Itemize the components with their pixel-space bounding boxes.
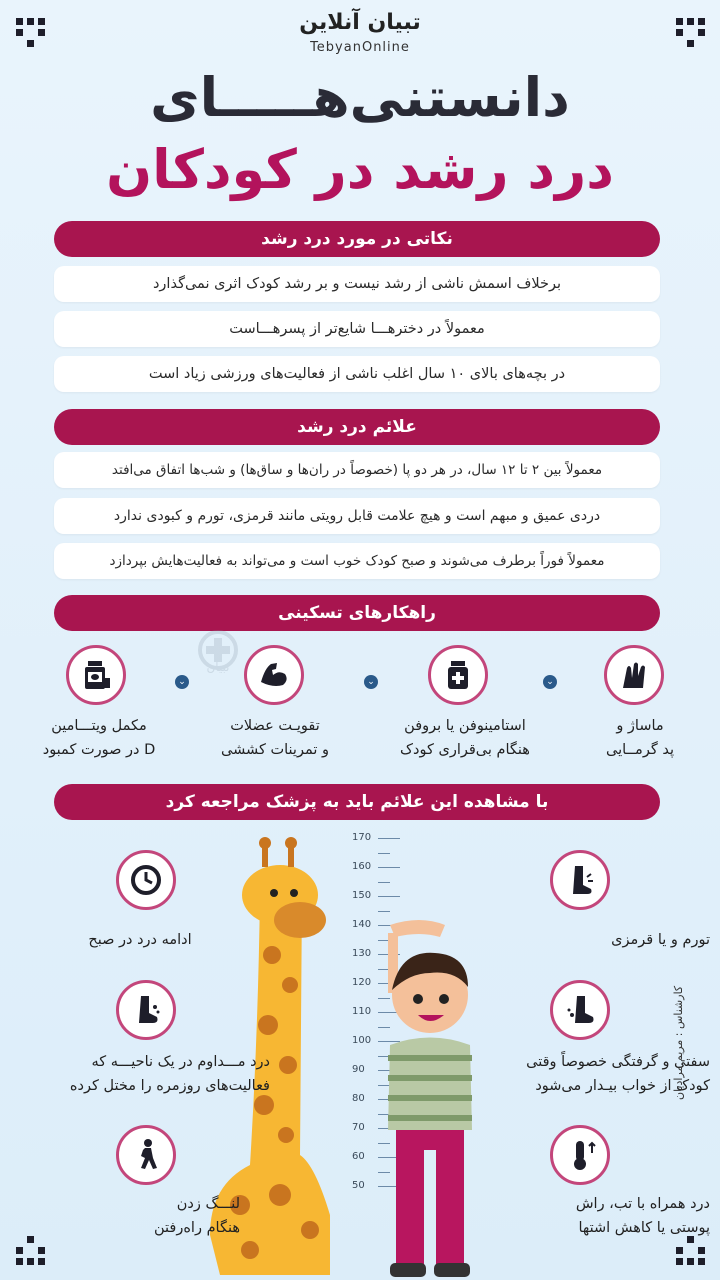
tip-item: در بچه‌های بالای ۱۰ سال اغلب ناشی از فعالیت‌های ورزشی زیاد است — [54, 356, 660, 392]
foot-pain-icon — [116, 980, 176, 1040]
ruler-tick-label: 130 — [352, 948, 372, 959]
chevron-down-icon: ⌄ — [543, 675, 557, 689]
relief-caption-line: تقویـت عضلات — [230, 718, 320, 734]
doctor-sign-caption-line: ادامه درد در صبح — [88, 932, 192, 948]
chevron-down-icon: ⌄ — [175, 675, 189, 689]
watermark-text: تبیان — [206, 660, 230, 674]
relief-caption — [24, 714, 174, 762]
doctor-sign-caption-line: تورم و یا قرمزی — [611, 932, 710, 948]
doctor-sign-caption-line: فعالیت‌های روزمره را مختل کرده — [69, 1078, 270, 1094]
ruler-tick-label: 160 — [352, 861, 372, 872]
ruler-tick-label: 120 — [352, 977, 372, 988]
corner-dots-bottom-left — [16, 1236, 46, 1266]
ruler-tick-label: 90 — [352, 1064, 365, 1075]
relief-caption-line: ماساژ و — [616, 718, 664, 734]
doctor-sign-caption — [30, 1050, 270, 1098]
tip-item: برخلاف اسمش ناشی از رشد نیست و بر رشد کودک اثری نمی‌گذارد — [54, 266, 660, 302]
ruler-tick — [378, 896, 400, 897]
vitamin-bottle-icon — [66, 645, 126, 705]
doctor-sign-caption-line: پوستی یا کاهش اشتها — [578, 1220, 710, 1236]
expert-credit: کارشناس : مریم مرادیان — [672, 985, 685, 1100]
relief-caption-line: D در صورت کمبود — [42, 742, 156, 758]
muscle-arm-icon — [244, 645, 304, 705]
ruler-tick — [378, 838, 400, 839]
watermark-logo — [188, 620, 248, 680]
relief-caption-line: مکمل ویتـــامین — [51, 718, 147, 734]
thermometer-icon — [550, 1125, 610, 1185]
doctor-sign-caption-line: درد مـــداوم در یک ناحیـــه که — [91, 1054, 270, 1070]
ruler-tick-label: 80 — [352, 1093, 365, 1104]
section-symptoms-heading: علائم درد رشد — [54, 409, 660, 445]
logo-persian: تبیان آنلاین — [299, 10, 421, 35]
massage-hands-icon — [604, 645, 664, 705]
doctor-sign-caption — [510, 928, 710, 952]
clock-icon — [116, 850, 176, 910]
limping-person-icon — [116, 1125, 176, 1185]
doctor-sign-caption — [500, 1192, 710, 1240]
relief-caption — [210, 714, 340, 762]
logo-english: TebyanOnline — [310, 40, 410, 55]
ruler-tick-label: 140 — [352, 919, 372, 930]
section-see-doctor-heading: با مشاهده این علائم باید به پزشک مراجعه کرد — [54, 784, 660, 820]
symptom-item: معمولاً فوراً برطرف می‌شوند و صبح کودک خوب است و می‌تواند به فعالیت‌هایش بپردازد — [54, 543, 660, 579]
ruler-tick-label: 70 — [352, 1122, 365, 1133]
doctor-sign-caption-line: هنگام راه‌رفتن — [153, 1220, 240, 1236]
relief-caption-line: هنگام بی‌قراری کودک — [400, 742, 530, 758]
doctor-sign-caption-line: کودک از خواب بیـدار می‌شود — [535, 1078, 710, 1094]
corner-dots-bottom-right — [676, 1236, 706, 1266]
ruler-minor-tick — [378, 882, 390, 883]
ruler-tick-label: 60 — [352, 1151, 365, 1162]
symptom-item: دردی عمیق و مبهم است و هیچ علامت قابل رویتی مانند قرمزی، تورم و کبودی ندارد — [54, 498, 660, 534]
relief-caption-line: استامینوفن یا بروفن — [404, 718, 526, 734]
relief-caption — [380, 714, 550, 762]
ruler-minor-tick — [378, 911, 390, 912]
title-line-2: درد رشد در کودکان — [106, 138, 614, 201]
ruler-tick-label: 110 — [352, 1006, 372, 1017]
doctor-sign-caption — [40, 928, 240, 952]
foot-pain-icon — [550, 980, 610, 1040]
relief-caption-line: و تمرینات کششی — [221, 742, 329, 758]
ruler-tick-label: 50 — [352, 1180, 365, 1191]
tip-item: معمولاً در دخترهـــا شایع‌تر از پسرهـــاست — [54, 311, 660, 347]
symptom-item: معمولاً بین ۲ تا ۱۲ سال، در هر دو پا (خصوصاً در ران‌ها و ساق‌ها) و شب‌ها اتفاق می‌افتد — [54, 452, 660, 488]
ruler-minor-tick — [378, 853, 390, 854]
doctor-sign-caption-line: درد همراه با تب، راش — [575, 1196, 710, 1212]
ruler-tick-label: 150 — [352, 890, 372, 901]
doctor-sign-caption — [60, 1192, 240, 1240]
doctor-sign-caption-line: سفتی و گرفتگی خصوصاً وقتی — [526, 1054, 710, 1070]
medicine-bottle-icon — [428, 645, 488, 705]
chevron-down-icon: ⌄ — [364, 675, 378, 689]
doctor-sign-caption-line: لنـــگ زدن — [176, 1196, 240, 1212]
ruler-tick-label: 170 — [352, 832, 372, 843]
relief-caption — [580, 714, 700, 762]
title-line-1: دانستنی‌هـــــای — [150, 66, 570, 129]
ruler-tick — [378, 867, 400, 868]
swollen-leg-icon — [550, 850, 610, 910]
relief-caption-line: پد گرمــایی — [606, 742, 674, 758]
ruler-tick-label: 100 — [352, 1035, 372, 1046]
section-relief-heading: راهکارهای تسکینی — [54, 595, 660, 631]
section-tips-heading: نکاتی در مورد درد رشد — [54, 221, 660, 257]
